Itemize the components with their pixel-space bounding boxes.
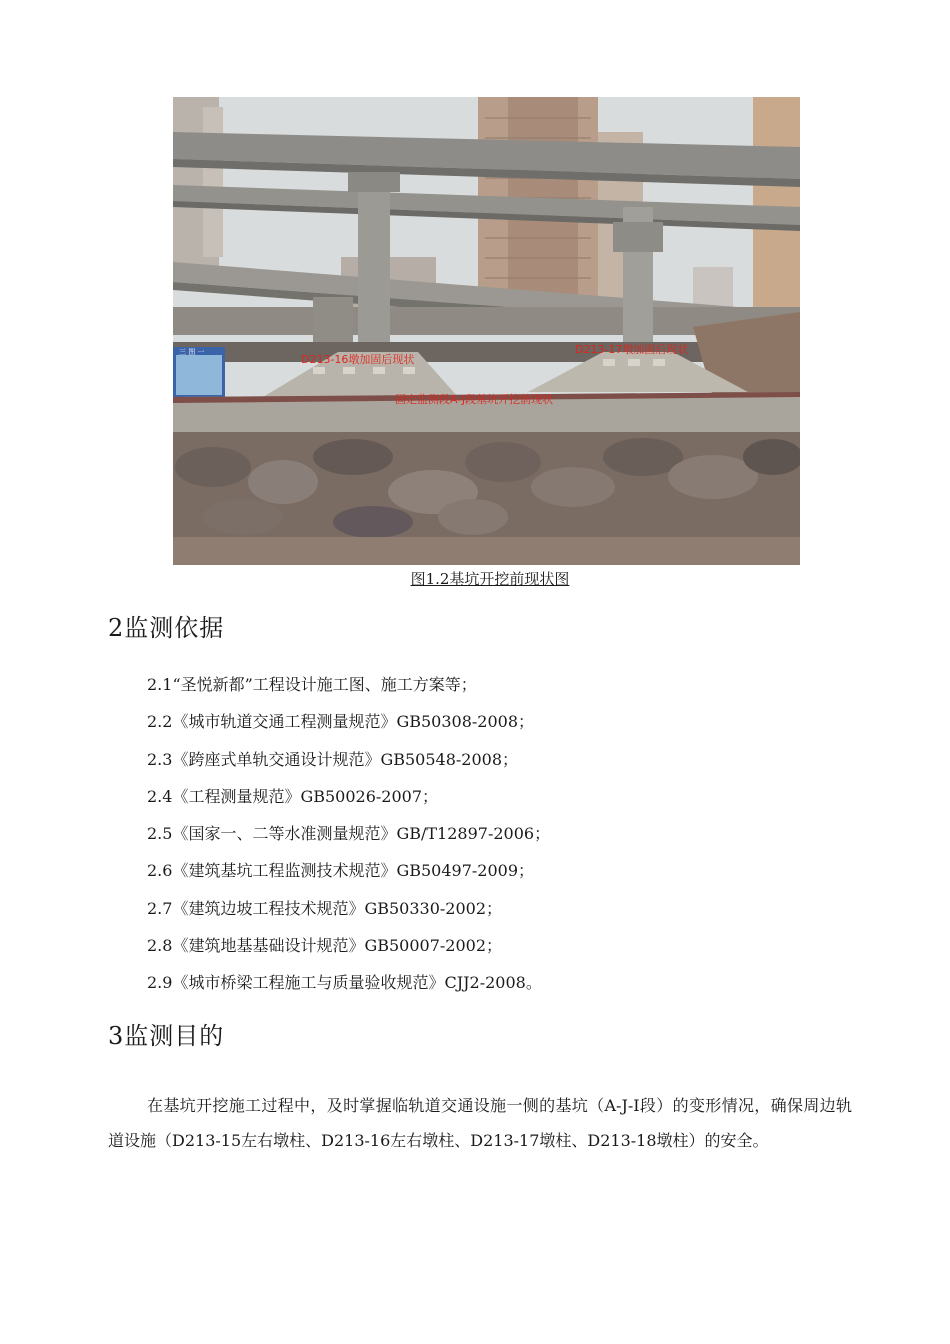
list-item: 2.9《城市桥梁工程施工与质量验收规范》CJJ2-2008。 — [147, 973, 542, 993]
list-item: 2.1“圣悦新都”工程设计施工图、施工方案等； — [147, 675, 477, 694]
rubble-rocks — [173, 432, 800, 565]
list-item: 2.6《建筑基坑工程监测技术规范》GB50497-2009； — [147, 861, 535, 881]
site-photo-illustration — [173, 97, 800, 565]
figure-caption-text: 图1.2基坑开挖前现状图 — [410, 570, 570, 588]
label-center: 固定监测段A-J段基坑开挖前现状 — [395, 393, 554, 406]
list-item: 2.5《国家一、二等水准测量规范》GB/T12897-2006； — [147, 824, 551, 844]
list-item: 2.7《建筑边坡工程技术规范》GB50330-2002； — [147, 898, 503, 918]
purpose-paragraph: 在基坑开挖施工过程中，及时掌握临轨道交通设施一侧的基坑（A-J-I段）的变形情况，确保周边轨道设施（D213-15左右墩柱、D213-16左右墩柱、D213-17墩柱、D213-18墩柱）的安全。 — [108, 1096, 852, 1150]
label-right-pier: D213-17墩加固后现状 — [575, 343, 689, 356]
list-item: 2.2《城市轨道交通工程测量规范》GB50308-2008； — [147, 712, 535, 732]
figure-caption — [0, 568, 950, 589]
label-left-pier: D213-16墩加固后现状 — [301, 353, 415, 366]
sign-text: 三 图 一 — [179, 348, 205, 356]
list-item: 2.3《跨座式单轨交通设计规范》GB50548-2008； — [147, 749, 519, 769]
reference-list — [147, 674, 550, 1010]
section-heading-monitoring-purpose: 3监测目的 — [108, 1022, 225, 1050]
list-item: 2.8《建筑地基基础设计规范》GB50007-2002； — [147, 936, 503, 956]
site-sign-board — [173, 347, 225, 399]
section-heading-monitoring-basis: 2监测依据 — [108, 614, 225, 642]
list-item: 2.4《工程测量规范》GB50026-2007； — [147, 786, 439, 806]
site-photo — [173, 97, 800, 565]
